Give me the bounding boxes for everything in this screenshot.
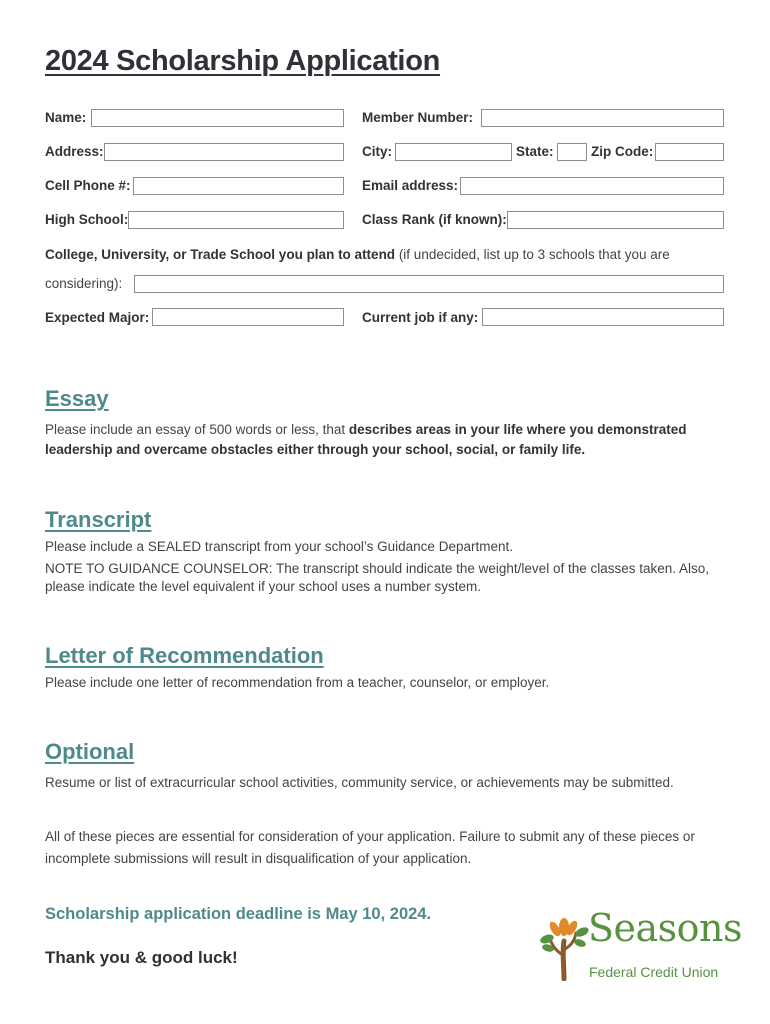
job-field[interactable] bbox=[482, 308, 724, 326]
class-rank-field[interactable] bbox=[507, 211, 724, 229]
member-number-field[interactable] bbox=[481, 109, 724, 127]
recommendation-text: Please include one letter of recommendation from a teacher, counselor, or employer. bbox=[45, 675, 550, 690]
high-school-field[interactable] bbox=[128, 211, 344, 229]
transcript-text: Please include a SEALED transcript from your school’s Guidance Department. bbox=[45, 539, 513, 554]
transcript-counselor-note: NOTE TO GUIDANCE COUNSELOR: The transcript should indicate the weight/level of the classes taken. Also, please indicate the level equivalent if your school uses a number system. bbox=[45, 561, 710, 594]
cell-phone-label: Cell Phone #: bbox=[45, 178, 131, 193]
class-rank-label: Class Rank (if known): bbox=[362, 212, 507, 227]
logo-name: Seasons bbox=[588, 906, 743, 950]
zip-label: Zip Code: bbox=[591, 144, 654, 159]
high-school-label: High School: bbox=[45, 212, 129, 227]
state-label: State: bbox=[516, 144, 554, 159]
email-label: Email address: bbox=[362, 178, 459, 193]
transcript-heading: Transcript bbox=[45, 507, 152, 532]
thanks-text: Thank you & good luck! bbox=[45, 948, 238, 967]
member-number-label: Member Number: bbox=[362, 110, 474, 125]
major-label: Expected Major: bbox=[45, 310, 150, 325]
optional-text: Resume or list of extracurricular school activities, community service, or achievements may be submitted. bbox=[45, 775, 674, 790]
state-field[interactable] bbox=[557, 143, 587, 161]
essay-text bbox=[45, 420, 735, 460]
email-field[interactable] bbox=[460, 177, 724, 195]
essay-heading: Essay bbox=[45, 386, 109, 411]
logo-subtitle: Federal Credit Union bbox=[589, 964, 719, 980]
address-field[interactable] bbox=[104, 143, 344, 161]
optional-heading: Optional bbox=[45, 739, 135, 764]
college-field[interactable] bbox=[134, 275, 724, 293]
seasons-logo bbox=[540, 906, 743, 985]
page-title: 2024 Scholarship Application bbox=[45, 45, 441, 77]
job-label: Current job if any: bbox=[362, 310, 479, 325]
city-label: City: bbox=[362, 144, 392, 159]
essay-text-emphasis-2: leadership and overcame obstacles either through your school, social, or family life. bbox=[45, 442, 586, 457]
cell-phone-field[interactable] bbox=[133, 177, 344, 195]
college-label-note: (if undecided, list up to 3 schools that you are bbox=[395, 247, 670, 262]
zip-field[interactable] bbox=[655, 143, 724, 161]
name-field[interactable] bbox=[91, 109, 344, 127]
college-label-continued: considering): bbox=[45, 276, 123, 291]
tree-icon bbox=[540, 915, 590, 981]
recommendation-heading: Letter of Recommendation bbox=[45, 643, 324, 668]
essay-text-intro: Please include an essay of 500 words or less, that bbox=[45, 422, 349, 437]
city-field[interactable] bbox=[395, 143, 512, 161]
deadline-text: Scholarship application deadline is May 10, 2024. bbox=[45, 905, 432, 923]
name-label: Name: bbox=[45, 110, 87, 125]
college-label-bold: College, University, or Trade School you plan to attend bbox=[45, 247, 396, 262]
essay-text-emphasis-1: describes areas in your life where you demonstrated bbox=[348, 422, 687, 437]
address-label: Address: bbox=[45, 144, 104, 159]
disqualification-notice: All of these pieces are essential for consideration of your application. Failure to submit any of these pieces or incomplete submissions will result in disqualification of your application. bbox=[45, 829, 695, 866]
college-label bbox=[45, 246, 670, 264]
major-field[interactable] bbox=[152, 308, 344, 326]
